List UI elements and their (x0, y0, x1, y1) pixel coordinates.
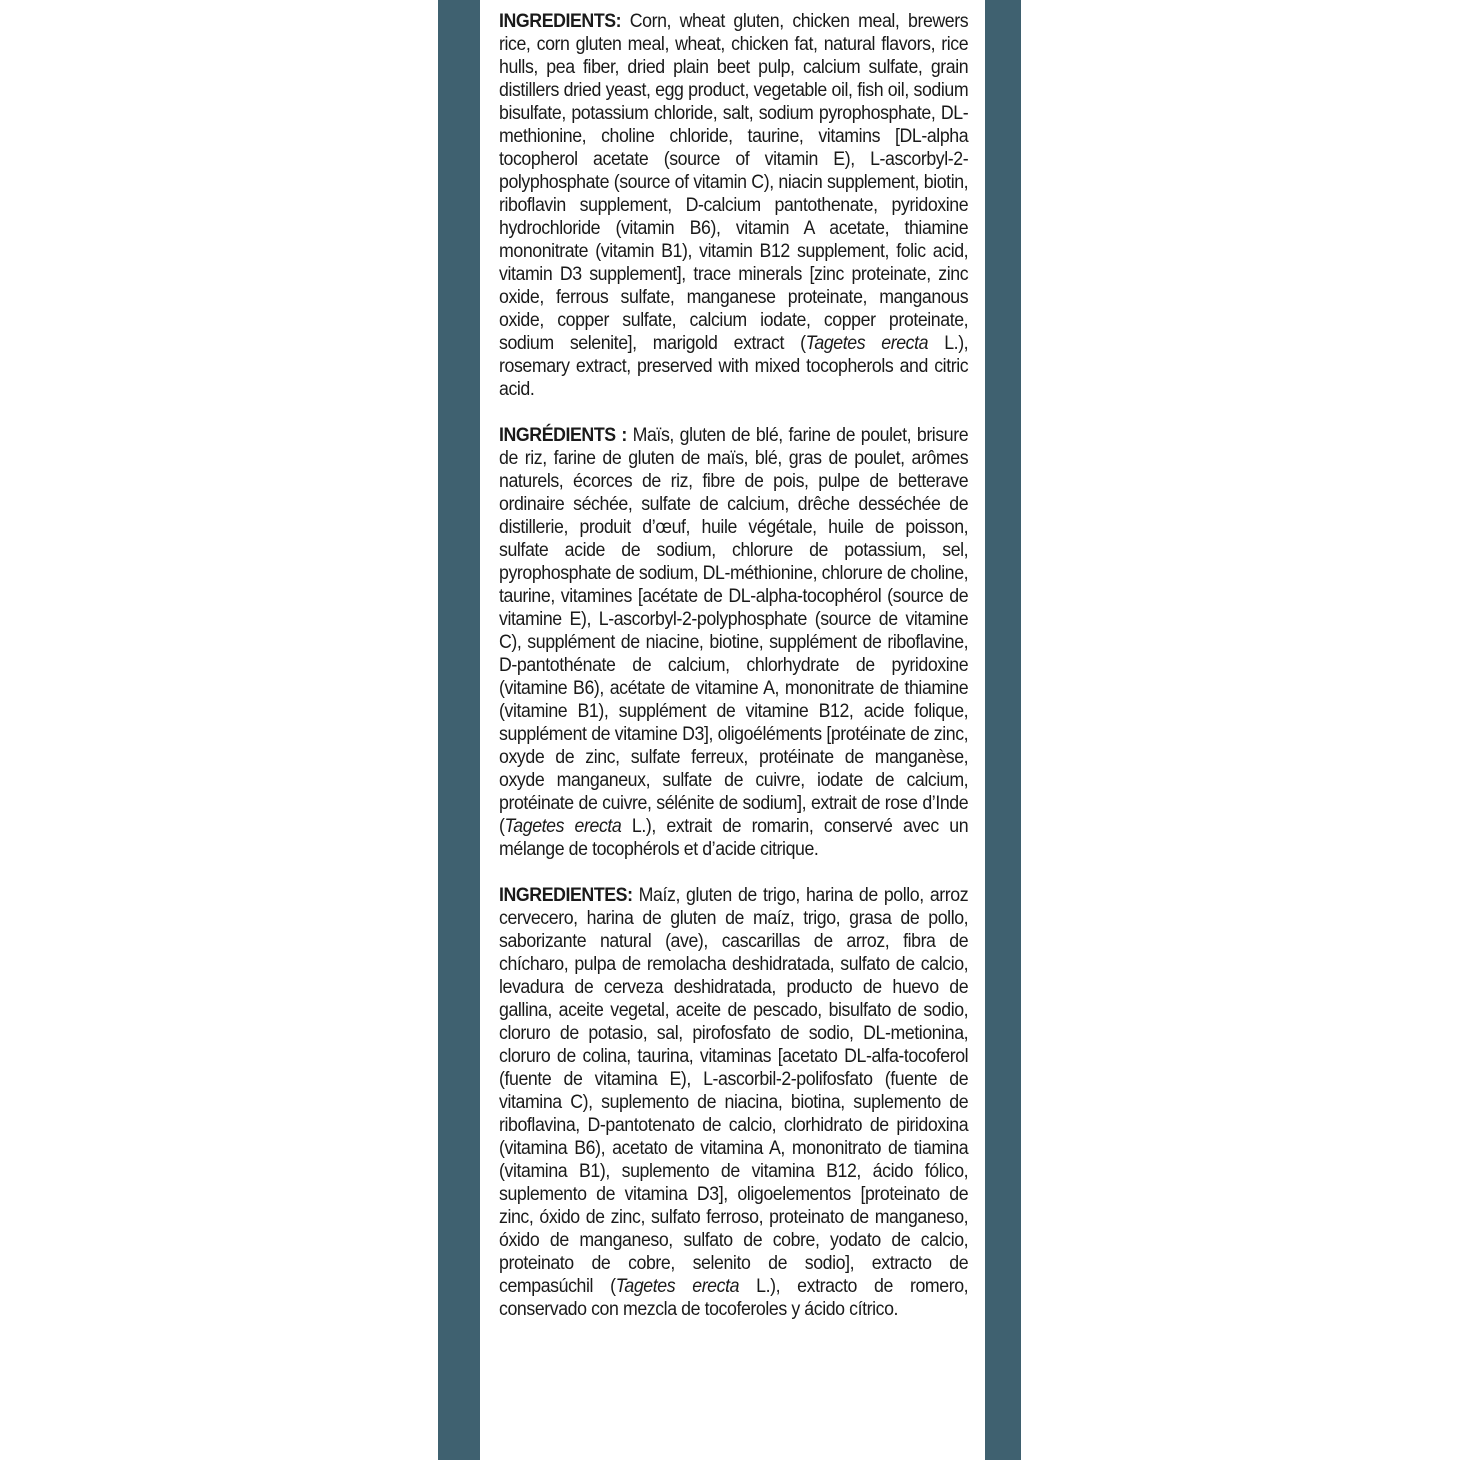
ingredients-text-spanish: Maíz, gluten de trigo, harina de pollo, arroz cervecero, harina de gluten de maíz, trigo, grasa de pollo, saborizante natural (ave), cascarillas de arroz, fibra de chícharo, pulpa de remolacha deshidratada, sulfato de calcio, levadura de cerveza deshidratada, producto de huevo de gallina, aceite vegetal, aceite de pescado, bisulfato de sodio, cloruro de potasio, sal, pirofosfato de sodio, DL-metionina, cloruro de colina, taurina, vitaminas [acetato DL-alfa-tocoferol (fuente de vitamina E), L-ascorbil-2-polifosfato (fuente de vitamina C), suplemento de niacina, biotina, suplemento de riboflavina, D-pantotenato de calcio, clorhidrato de piridoxina (vitamina B6), acetato de vitamina A, mononitrato de tiamina (vitamina B1), suplemento de vitamina B12, ácido fólico, suplemento de vitamina D3], oligoelementos [proteinato de zinc, óxido de zinc, sulfato ferroso, proteinato de manganeso, óxido de manganeso, sulfato de cobre, yodato de calcio, proteinato de cobre, selenito de sodio], extracto de cempasúchil ( (499, 885, 969, 1297)
ingredients-heading-french: INGRÉDIENTS : (499, 425, 627, 446)
ingredients-text-english-end: L.), rosemary extract, preserved with mixed tocopherols and citric acid. (499, 333, 969, 400)
ingredients-heading-english: INGREDIENTS: (499, 11, 622, 32)
ingredients-spanish (499, 884, 968, 1321)
label-panel-border (438, 0, 1021, 1460)
ingredients-label-card (480, 0, 985, 1460)
ingredients-species-english: Tagetes erecta (805, 333, 929, 354)
ingredients-species-french: Tagetes erecta (504, 816, 622, 837)
ingredients-text-english: Corn, wheat gluten, chicken meal, brewers rice, corn gluten meal, wheat, chicken fat, natural flavors, rice hulls, pea fiber, dried plain beet pulp, calcium sulfate, grain distillers dried yeast, egg product, vegetable oil, fish oil, sodium bisulfate, potassium chloride, salt, sodium pyrophosphate, DL-methionine, choline chloride, taurine, vitamins [DL-alpha tocopherol acetate (source of vitamin E), L-ascorbyl-2-polyphosphate (source of vitamin C), niacin supplement, biotin, riboflavin supplement, D-calcium pantothenate, pyridoxine hydrochloride (vitamin B6), vitamin A acetate, thiamine mononitrate (vitamin B1), vitamin B12 supplement, folic acid, vitamin D3 supplement], trace minerals [zinc proteinate, zinc oxide, ferrous sulfate, manganese proteinate, manganous oxide, copper sulfate, calcium iodate, copper proteinate, sodium selenite], marigold extract ( (499, 11, 969, 354)
ingredients-english (499, 10, 968, 401)
ingredients-heading-spanish: INGREDIENTES: (499, 885, 633, 906)
ingredients-french (499, 424, 968, 861)
ingredients-content (499, 10, 968, 1344)
ingredients-species-spanish: Tagetes erecta (615, 1276, 740, 1297)
ingredients-text-spanish-end: L.), extracto de romero, conservado con mezcla de tocoferoles y ácido cítrico. (499, 1276, 969, 1320)
ingredients-text-french: Maïs, gluten de blé, farine de poulet, brisure de riz, farine de gluten de maïs, blé, gras de poulet, arômes naturels, écorces de riz, fibre de pois, pulpe de betterave ordinaire séchée, sulfate de calcium, drêche desséchée de distillerie, produit d’œuf, huile végétale, huile de poisson, sulfate acide de sodium, chlorure de potassium, sel, pyrophosphate de sodium, DL-méthionine, chlorure de choline, taurine, vitamines [acétate de DL-alpha-tocophérol (source de vitamine E), L-ascorbyl-2-polyphosphate (source de vitamine C), supplément de niacine, biotine, supplément de riboflavine, D-pantothénate de calcium, chlorhydrate de pyridoxine (vitamine B6), acétate de vitamine A, mononitrate de thiamine (vitamine B1), supplément de vitamine B12, acide folique, supplément de vitamine D3], oligoéléments [protéinate de zinc, oxyde de zinc, sulfate ferreux, protéinate de manganèse, oxyde manganeux, sulfate de cuivre, iodate de calcium, protéinate de cuivre, sélénite de sodium], extrait de rose d’Inde ( (499, 425, 969, 837)
ingredients-text-french-end: L.), extrait de romarin, conservé avec un mélange de tocophérols et d’acide citrique. (499, 816, 969, 860)
